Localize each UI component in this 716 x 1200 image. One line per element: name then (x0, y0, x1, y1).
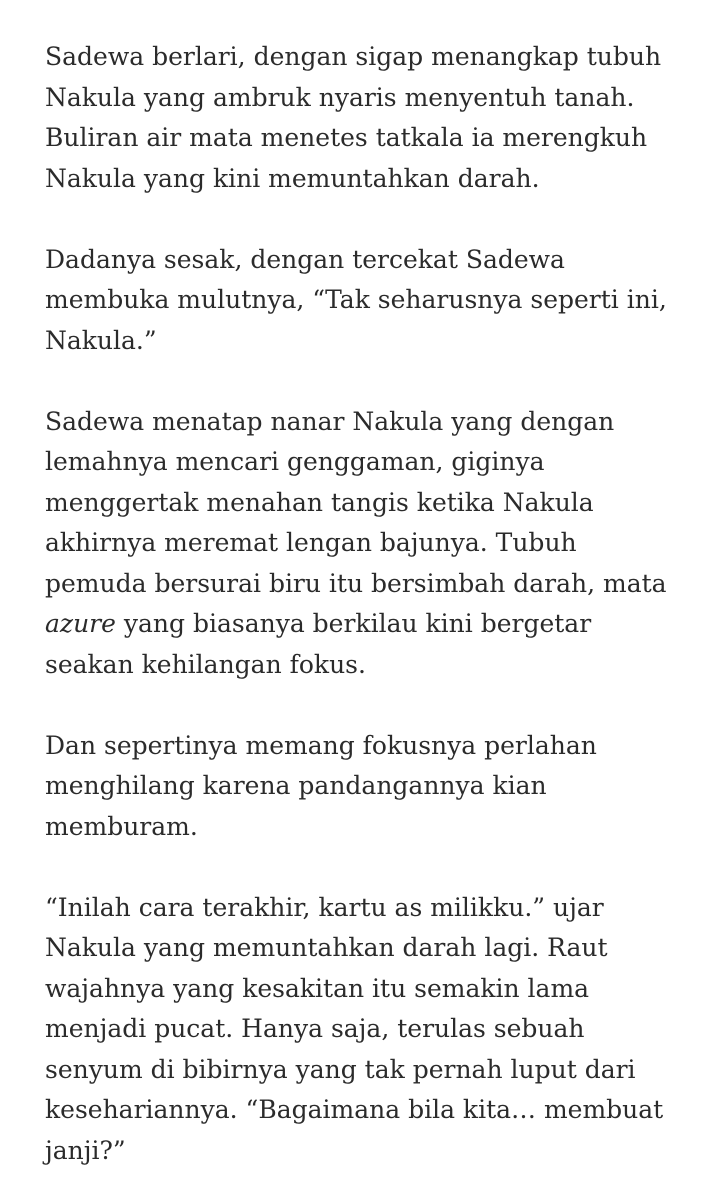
paragraph-3 (45, 402, 685, 686)
italic-word-azure: azure (45, 609, 116, 638)
paragraph-3-text-end: yang biasanya berkilau kini bergetar seakan kehilangan fokus. (45, 609, 592, 679)
paragraph-4: Dan sepertinya memang fokusnya perlahan menghilang karena pandangannya kian memburam. (45, 730, 597, 841)
story-text (45, 37, 685, 1171)
paragraph-1: Sadewa berlari, dengan sigap menangkap tubuh Nakula yang ambruk nyaris menyentuh tanah. Buliran air mata menetes tatkala ia merengkuh Nakula yang kini memuntahkan darah. (45, 42, 662, 193)
paragraph-2: Dadanya sesak, dengan tercekat Sadewa membuka mulutnya, “Tak seharusnya seperti ini, Nakula.” (45, 244, 667, 355)
paragraph-5: “Inilah cara terakhir, kartu as milikku.” ujar Nakula yang memuntahkan darah lagi. Raut wajahnya yang kesakitan itu semakin lama menjadi pucat. Hanya saja, terulas sebuah senyum di bibirnya yang tak pernah luput dari kesehariannya. “Bagaimana bila kita… membuat janji?” (45, 892, 664, 1165)
paragraph-3-text-start: Sadewa menatap nanar Nakula yang dengan lemahnya mencari genggaman, giginya menggertak menahan tangis ketika Nakula akhirnya meremat lengan bajunya. Tubuh pemuda bersurai biru itu bersimbah darah, mata (45, 406, 667, 598)
